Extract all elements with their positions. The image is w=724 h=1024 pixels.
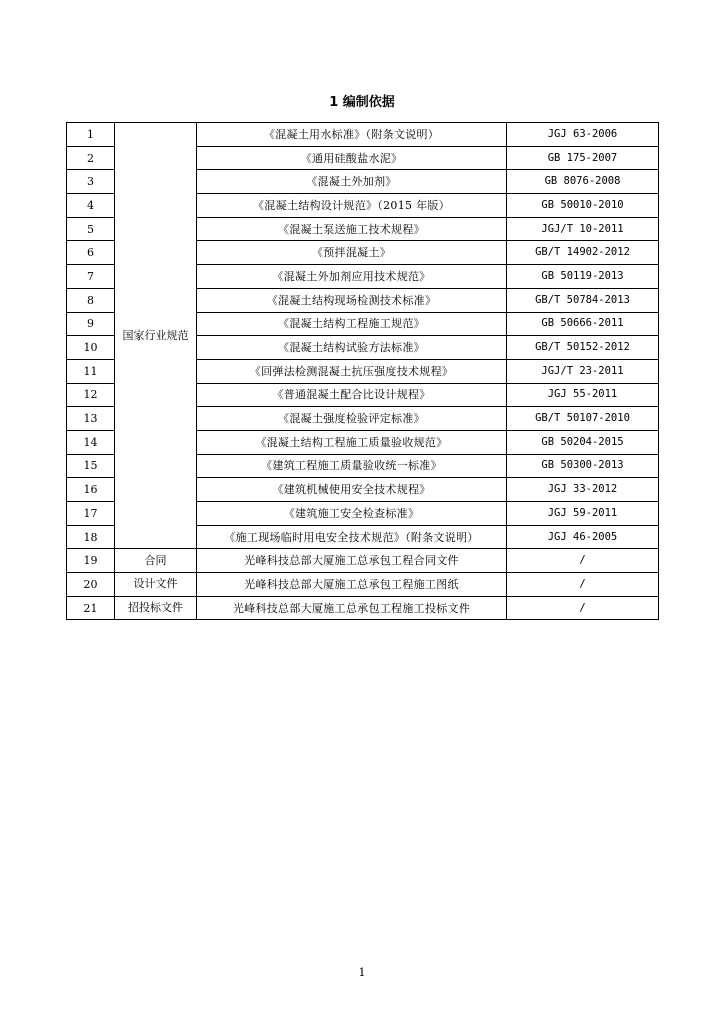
standard-code: / [507,549,659,573]
table-row [67,573,659,597]
standard-code: GB 50010-2010 [507,194,659,218]
row-number: 7 [67,265,115,289]
row-number: 9 [67,312,115,336]
standard-code: GB 50666-2011 [507,312,659,336]
row-number: 18 [67,525,115,549]
standard-code: GB 50204-2015 [507,430,659,454]
standard-code: GB 8076-2008 [507,170,659,194]
standard-code: GB 50300-2013 [507,454,659,478]
standard-name: 《混凝土结构设计规范》（2015 年版） [197,194,507,218]
row-number: 16 [67,478,115,502]
standard-code: JGJ 63-2006 [507,123,659,147]
row-number: 11 [67,359,115,383]
spec-table [66,122,659,620]
standard-code: JGJ/T 10-2011 [507,217,659,241]
row-number: 3 [67,170,115,194]
standard-code: GB/T 50784-2013 [507,288,659,312]
standard-code: JGJ 33-2012 [507,478,659,502]
standard-name: 《混凝土外加剂应用技术规范》 [197,265,507,289]
standard-code: JGJ 55-2011 [507,383,659,407]
standard-name: 《普通混凝土配合比设计规程》 [197,383,507,407]
category-cell: 招投标文件 [115,596,197,620]
row-number: 12 [67,383,115,407]
standard-name: 光峰科技总部大厦施工总承包工程合同文件 [197,549,507,573]
standard-code: JGJ 46-2005 [507,525,659,549]
standard-name: 《建筑施工安全检查标准》 [197,502,507,526]
standard-name: 《混凝土强度检验评定标准》 [197,407,507,431]
standard-name: 《混凝土结构工程施工质量验收规范》 [197,430,507,454]
row-number: 20 [67,573,115,597]
row-number: 13 [67,407,115,431]
standard-name: 《混凝土泵送施工技术规程》 [197,217,507,241]
standard-name: 《混凝土用水标准》（附条文说明） [197,123,507,147]
standard-name: 《混凝土外加剂》 [197,170,507,194]
standard-code: / [507,596,659,620]
page-number: 1 [358,966,366,979]
row-number: 4 [67,194,115,218]
table-row [67,596,659,620]
standard-name: 《建筑机械使用安全技术规程》 [197,478,507,502]
standard-name: 《回弹法检测混凝土抗压强度技术规程》 [197,359,507,383]
row-number: 15 [67,454,115,478]
standard-name: 《施工现场临时用电安全技术规范》（附条文说明） [197,525,507,549]
row-number: 17 [67,502,115,526]
row-number: 1 [67,123,115,147]
standard-name: 《通用硅酸盐水泥》 [197,146,507,170]
category-cell-group: 国家行业规范 [115,123,197,549]
table-row [67,123,659,147]
row-number: 2 [67,146,115,170]
standard-name: 《混凝土结构现场检测技术标准》 [197,288,507,312]
standard-name: 光峰科技总部大厦施工总承包工程施工投标文件 [197,596,507,620]
row-number: 6 [67,241,115,265]
standard-code: GB/T 50107-2010 [507,407,659,431]
row-number: 10 [67,336,115,360]
standard-code: JGJ 59-2011 [507,502,659,526]
standard-code: JGJ/T 23-2011 [507,359,659,383]
spec-table-body [67,123,659,620]
row-number: 19 [67,549,115,573]
standard-code: GB/T 14902-2012 [507,241,659,265]
standard-name: 《混凝土结构试验方法标准》 [197,336,507,360]
standard-name: 《混凝土结构工程施工规范》 [197,312,507,336]
standard-code: GB 175-2007 [507,146,659,170]
row-number: 14 [67,430,115,454]
row-number: 5 [67,217,115,241]
standard-name: 光峰科技总部大厦施工总承包工程施工图纸 [197,573,507,597]
standard-name: 《预拌混凝土》 [197,241,507,265]
standard-name: 《建筑工程施工质量验收统一标准》 [197,454,507,478]
standard-code: / [507,573,659,597]
row-number: 21 [67,596,115,620]
standard-code: GB 50119-2013 [507,265,659,289]
page-title: 1 编制依据 [329,95,395,110]
category-cell: 合同 [115,549,197,573]
table-row [67,549,659,573]
category-cell: 设计文件 [115,573,197,597]
standard-code: GB/T 50152-2012 [507,336,659,360]
row-number: 8 [67,288,115,312]
